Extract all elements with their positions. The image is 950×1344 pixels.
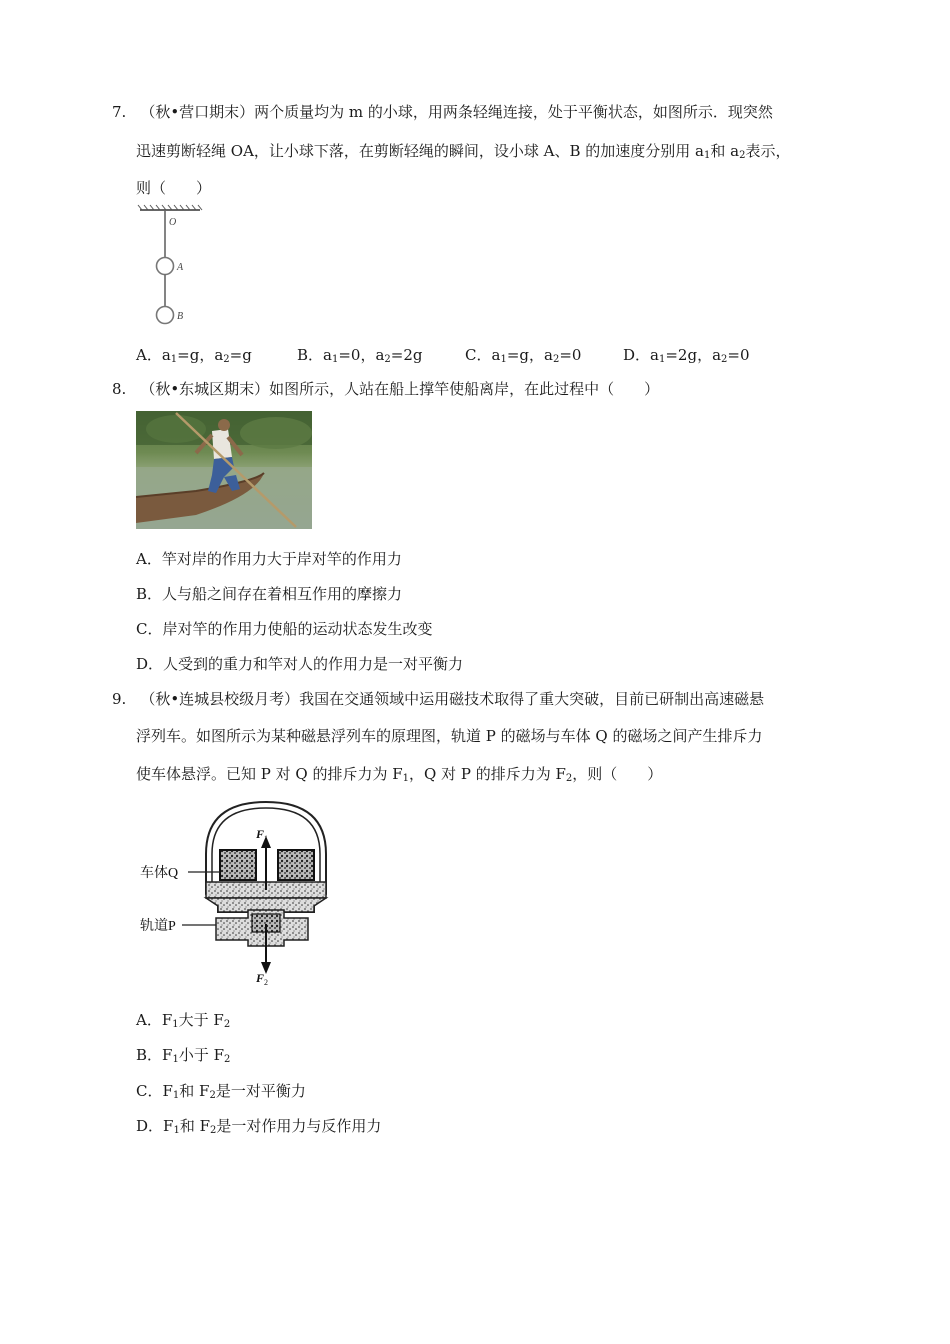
label-b: B — [177, 311, 184, 322]
q7-option-a[interactable]: A．$a_1=g$，$a_2=g$ — [136, 346, 252, 365]
q8-option-d[interactable]: D．人受到的重力和竿对人的作用力是一对平衡力 — [136, 655, 464, 673]
q8-photo-boat — [136, 411, 312, 529]
q7-option-d[interactable]: D．$a_1=2g$，$a_2=0$ — [623, 346, 750, 365]
q7-line-2: 迅速剪断轻绳 OA，让小球下落，在剪断轻绳的瞬间，设小球 A、B 的加速度分别用 $a_1$和 $a_2$表示， — [136, 142, 791, 161]
label-o: O — [169, 217, 177, 228]
q9-option-d[interactable]: D．$F_1$和 $F_2$是一对作用力与反作用力 — [136, 1117, 382, 1136]
q9-number: 9. — [112, 690, 127, 708]
q8-line-1 — [112, 379, 659, 399]
label-car-q: 车体Q — [140, 866, 179, 881]
q7-number: 7. — [112, 103, 127, 121]
q8-number: 8. — [112, 380, 127, 398]
q9-option-a[interactable]: A．$F_1$大于 $F_2$ — [136, 1011, 231, 1030]
q9-stem-1: （秋•连城县校级月考）我国在交通领域中运用磁技术取得了重大突破，目前已研制出高速磁悬 — [140, 690, 765, 708]
q7-option-c[interactable]: C．$a_1=g$，$a_2=0$ — [465, 346, 582, 365]
q9-option-c[interactable]: C．$F_1$和 $F_2$是一对平衡力 — [136, 1082, 306, 1101]
q9-line-1 — [112, 689, 764, 709]
q8-stem: （秋•东城区期末）如图所示，人站在船上撑竿使船离岸，在此过程中（ ） — [140, 380, 660, 398]
q9-option-b[interactable]: B．$F_1$小于 $F_2$ — [136, 1046, 231, 1065]
label-f2: F — [256, 971, 265, 985]
q9-figure-maglev — [136, 794, 332, 986]
svg-text:1: 1 — [264, 834, 268, 843]
q8-option-b[interactable]: B．人与船之间存在着相互作用的摩擦力 — [136, 585, 403, 603]
q8-option-c[interactable]: C．岸对竿的作用力使船的运动状态发生改变 — [136, 620, 433, 638]
q7-figure-hanging-balls — [136, 204, 216, 330]
q9-line-3: 使车体悬浮。已知 P 对 Q 的排斥力为 $F_1$，Q 对 P 的排斥力为 $F_2$，则（ ） — [136, 765, 663, 784]
q7-stem-1: （秋•营口期末）两个质量均为 m 的小球，用两条轻绳连接，处于平衡状态，如图所示．现突然 — [140, 103, 773, 121]
q8-option-a[interactable]: A．竿对岸的作用力大于岸对竿的作用力 — [136, 550, 402, 568]
q7-line-1 — [112, 102, 773, 122]
q7-option-b[interactable]: B．$a_1=0$，$a_2=2g$ — [297, 346, 423, 365]
svg-text:2: 2 — [264, 978, 268, 986]
q9-line-2: 浮列车。如图所示为某种磁悬浮列车的原理图，轨道 P 的磁场与车体 Q 的磁场之间产生排斥力 — [136, 727, 763, 745]
label-track-p: 轨道P — [140, 919, 176, 934]
label-a: A — [177, 262, 184, 273]
label-f1: F — [256, 827, 265, 841]
q7-line-3: 则（ ） — [136, 179, 212, 197]
